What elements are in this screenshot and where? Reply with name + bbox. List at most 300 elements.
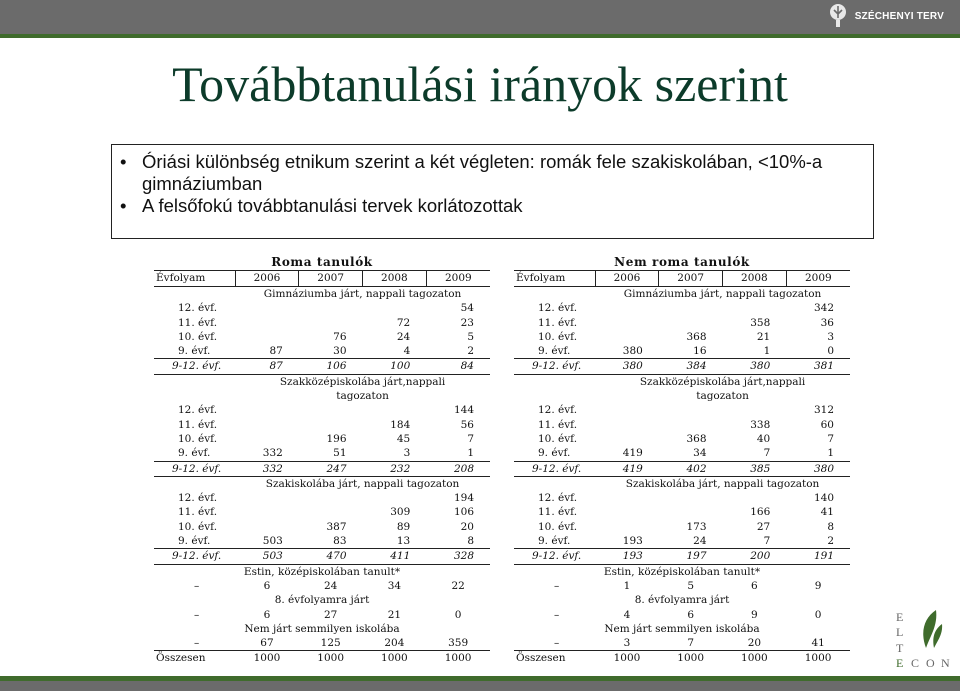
bullet-box bbox=[111, 144, 874, 239]
elte-econ-logo bbox=[892, 608, 952, 674]
logo-letter: N bbox=[941, 656, 951, 670]
table-row bbox=[514, 403, 850, 417]
table-cell: 208 bbox=[426, 461, 490, 476]
table-cell: 1000 bbox=[299, 651, 363, 666]
table-row bbox=[514, 432, 850, 446]
table-cell: 200 bbox=[723, 549, 787, 564]
logo-letter: T bbox=[896, 641, 905, 655]
table-cell: 20 bbox=[747, 637, 762, 650]
table-cell: 173 bbox=[686, 520, 707, 533]
table-cell bbox=[299, 403, 363, 417]
table-cell: 16 bbox=[693, 345, 707, 358]
table-cell: 411 bbox=[363, 549, 427, 564]
table-row bbox=[154, 651, 490, 666]
table-row bbox=[154, 432, 490, 446]
table-cell bbox=[659, 316, 723, 330]
table-cell bbox=[299, 418, 363, 432]
table-cell: 503 bbox=[235, 549, 299, 564]
table-cell: 84 bbox=[426, 359, 490, 374]
table-cell: 368 bbox=[686, 330, 707, 343]
logo-letter: E bbox=[896, 610, 905, 624]
table-cell: 380 bbox=[622, 345, 643, 358]
table-cell: 11. évf. bbox=[178, 316, 218, 329]
table-cell: Összesen bbox=[514, 651, 595, 666]
table-cell: 34 bbox=[387, 579, 402, 592]
table-cell: 2 bbox=[467, 345, 474, 358]
table-row bbox=[154, 491, 490, 505]
table-cell: 56 bbox=[460, 418, 474, 431]
table-cell: 11. évf. bbox=[538, 316, 578, 329]
table-row bbox=[514, 564, 850, 579]
table-row bbox=[514, 271, 850, 287]
table-row bbox=[514, 446, 850, 461]
table-cell: 11. évf. bbox=[538, 506, 578, 519]
table-cell: 76 bbox=[333, 330, 347, 343]
table-cell: 30 bbox=[333, 345, 347, 358]
table-cell: 72 bbox=[396, 316, 411, 329]
table-cell: 9. évf. bbox=[538, 535, 571, 548]
table-cell: 247 bbox=[299, 461, 363, 476]
table-cell: 89 bbox=[396, 520, 411, 533]
logo-letter: L bbox=[896, 625, 905, 639]
table-cell: 10. évf. bbox=[538, 432, 578, 445]
table-row bbox=[154, 505, 490, 519]
table-cell bbox=[363, 491, 427, 505]
table-row bbox=[514, 593, 850, 607]
bullet-text: Óriási különbség etnikum szerint a két végleten: romák fele szakiskolában, <10%-a gimnáziumban bbox=[142, 151, 823, 194]
table-row bbox=[154, 316, 490, 330]
table-cell: 8 bbox=[827, 520, 834, 533]
table-cell: 7 bbox=[827, 432, 834, 445]
table-cell: 387 bbox=[326, 520, 347, 533]
bullet-dot-icon: • bbox=[120, 151, 127, 172]
table-cell: 12. évf. bbox=[178, 302, 218, 315]
table-row bbox=[154, 271, 490, 287]
table-cell bbox=[723, 301, 787, 315]
table-row bbox=[154, 301, 490, 315]
table-cell: 1 bbox=[467, 447, 474, 460]
bullet-dot-icon: • bbox=[120, 195, 127, 216]
table-cell: 22 bbox=[451, 579, 465, 592]
table-cell: – bbox=[194, 637, 200, 650]
table-cell: 12. évf. bbox=[538, 404, 578, 417]
bullet-text: A felsőfokú továbbtanulási tervek korlátozottak bbox=[142, 195, 523, 216]
table-cell: 309 bbox=[390, 506, 411, 519]
table-cell: 106 bbox=[453, 506, 474, 519]
table-cell: 204 bbox=[384, 637, 405, 650]
table-cell: 140 bbox=[813, 492, 834, 505]
table-title: Nem roma tanulók bbox=[614, 255, 750, 269]
table-row bbox=[514, 579, 850, 593]
data-table bbox=[154, 270, 490, 666]
table-cell: 27 bbox=[756, 520, 771, 533]
table-row bbox=[514, 301, 850, 315]
table-cell: 1 bbox=[623, 579, 631, 592]
table-cell: 83 bbox=[333, 535, 347, 548]
table-cell: 6 bbox=[263, 608, 271, 621]
table-cell: tagozaton bbox=[336, 390, 389, 403]
table-cell: 2006 bbox=[235, 271, 299, 287]
table-row bbox=[514, 608, 850, 622]
table-cell bbox=[595, 432, 659, 446]
table-row bbox=[154, 403, 490, 417]
table-row bbox=[154, 534, 490, 549]
table-cell: 381 bbox=[786, 359, 850, 374]
table-cell: – bbox=[554, 579, 560, 592]
table-cell: Gimnáziumba járt, nappali tagozaton bbox=[263, 288, 462, 300]
table-cell: 470 bbox=[299, 549, 363, 564]
table-cell: 21 bbox=[756, 330, 771, 343]
table-row bbox=[514, 418, 850, 432]
table-cell bbox=[235, 301, 299, 315]
table-cell: 2007 bbox=[659, 271, 723, 287]
table-cell: 9 bbox=[751, 608, 758, 621]
table-cell bbox=[299, 301, 363, 315]
table-cell: 2008 bbox=[363, 271, 427, 287]
table-cell: 9-12. évf. bbox=[514, 549, 595, 564]
table-row bbox=[514, 287, 850, 302]
table-cell: Nem járt semmilyen iskolába bbox=[244, 622, 400, 635]
table-cell: 8. évfolyamra járt bbox=[634, 594, 730, 607]
table-row bbox=[154, 564, 490, 579]
table-cell: 193 bbox=[622, 535, 643, 548]
table-cell: 10. évf. bbox=[178, 520, 218, 533]
table-cell: 7 bbox=[467, 432, 474, 445]
table-cell bbox=[595, 316, 659, 330]
table-cell bbox=[299, 491, 363, 505]
table-cell bbox=[595, 403, 659, 417]
table-cell: 9. évf. bbox=[178, 535, 211, 548]
table-cell: 332 bbox=[235, 461, 299, 476]
table-cell: 60 bbox=[820, 418, 834, 431]
table-cell bbox=[514, 374, 595, 389]
table-cell bbox=[235, 403, 299, 417]
table-cell: 9-12. évf. bbox=[154, 461, 235, 476]
table-cell: 0 bbox=[827, 345, 834, 358]
table-row bbox=[154, 593, 490, 607]
table-cell: 11. évf. bbox=[178, 506, 218, 519]
table-cell: 332 bbox=[262, 447, 283, 460]
table-cell: 9. évf. bbox=[178, 345, 211, 358]
table-cell bbox=[235, 432, 299, 446]
table-cell: 12. évf. bbox=[178, 404, 218, 417]
table-cell: – bbox=[194, 579, 200, 592]
table-cell: 45 bbox=[396, 432, 411, 445]
leaf-icon bbox=[916, 608, 944, 652]
top-accent-line bbox=[0, 34, 960, 38]
table-cell bbox=[595, 520, 659, 534]
table-row bbox=[514, 534, 850, 549]
table-cell: 1000 bbox=[426, 651, 490, 666]
table-cell: 67 bbox=[260, 637, 274, 650]
table-cell: Szakiskolába járt, nappali tagozaton bbox=[265, 477, 460, 490]
table-cell: 196 bbox=[326, 432, 347, 445]
table-cell: 312 bbox=[813, 404, 834, 417]
table-cell: 144 bbox=[453, 404, 474, 417]
table-cell: Évfolyam bbox=[154, 271, 235, 287]
table-cell: 166 bbox=[750, 506, 771, 519]
table-row bbox=[514, 549, 850, 564]
table-cell: 1000 bbox=[786, 651, 850, 666]
table-cell bbox=[659, 418, 723, 432]
table-cell bbox=[299, 505, 363, 519]
table-row bbox=[154, 579, 490, 593]
table-cell: 7 bbox=[763, 535, 771, 548]
table-cell bbox=[154, 476, 235, 491]
table-cell: 2008 bbox=[723, 271, 787, 287]
table-cell: 359 bbox=[448, 637, 469, 650]
table-cell: Estin, középiskolában tanult* bbox=[603, 565, 761, 578]
table-cell: 12. évf. bbox=[538, 492, 578, 505]
table-cell: 9. évf. bbox=[538, 447, 571, 460]
table-cell bbox=[235, 418, 299, 432]
table-cell: 380 bbox=[723, 359, 787, 374]
table-cell bbox=[595, 301, 659, 315]
table-row bbox=[154, 389, 490, 403]
table-cell bbox=[595, 418, 659, 432]
table-cell: Estin, középiskolában tanult* bbox=[243, 565, 401, 578]
table-cell: 21 bbox=[387, 608, 402, 621]
table-cell: 402 bbox=[659, 461, 723, 476]
table-row bbox=[514, 520, 850, 534]
logo-letter: O bbox=[926, 656, 936, 670]
table-cell: 54 bbox=[460, 302, 474, 315]
table-row bbox=[514, 374, 850, 389]
non-roma-table bbox=[514, 254, 850, 668]
table-cell: 184 bbox=[390, 418, 411, 431]
table-cell: 34 bbox=[693, 447, 707, 460]
table-cell bbox=[723, 491, 787, 505]
table-row bbox=[514, 622, 850, 636]
table-row bbox=[514, 476, 850, 491]
table-cell: 24 bbox=[693, 535, 707, 548]
data-table bbox=[514, 270, 850, 666]
table-row bbox=[514, 636, 850, 651]
table-row bbox=[154, 359, 490, 374]
table-cell: 20 bbox=[460, 520, 474, 533]
table-cell: Nem járt semmilyen iskolába bbox=[604, 622, 760, 635]
table-cell: 0 bbox=[454, 608, 462, 621]
table-row bbox=[514, 330, 850, 344]
table-cell: 11. évf. bbox=[178, 418, 218, 431]
table-cell: 7 bbox=[687, 637, 695, 650]
table-cell: 4 bbox=[623, 608, 631, 621]
table-cell: 87 bbox=[235, 359, 299, 374]
table-row bbox=[154, 330, 490, 344]
table-cell bbox=[659, 505, 723, 519]
table-cell: 23 bbox=[460, 316, 474, 329]
table-cell: 191 bbox=[786, 549, 850, 564]
table-cell: 7 bbox=[763, 447, 771, 460]
table-row bbox=[154, 549, 490, 564]
table-cell: 3 bbox=[403, 447, 411, 460]
table-cell bbox=[235, 330, 299, 344]
table-cell: 12. évf. bbox=[178, 492, 218, 505]
table-row bbox=[154, 446, 490, 461]
table-cell: 2009 bbox=[786, 271, 850, 287]
table-cell: 125 bbox=[320, 637, 341, 650]
table-cell: 5 bbox=[467, 330, 474, 343]
table-row bbox=[154, 344, 490, 359]
table-cell: – bbox=[554, 608, 560, 621]
table-row bbox=[154, 476, 490, 491]
table-cell: – bbox=[194, 608, 200, 621]
table-cell bbox=[514, 389, 595, 403]
table-cell: 9-12. évf. bbox=[154, 359, 235, 374]
table-cell: 384 bbox=[659, 359, 723, 374]
table-row bbox=[154, 374, 490, 389]
table-cell: 9-12. évf. bbox=[514, 359, 595, 374]
table-cell: 2 bbox=[827, 535, 834, 548]
table-cell: 8 bbox=[467, 535, 474, 548]
table-row bbox=[154, 461, 490, 476]
table-cell bbox=[363, 301, 427, 315]
table-cell bbox=[659, 403, 723, 417]
table-cell: 11. évf. bbox=[538, 418, 578, 431]
table-cell: 3 bbox=[623, 637, 631, 650]
logo-letter: C bbox=[911, 656, 921, 670]
table-row bbox=[154, 418, 490, 432]
table-cell: Évfolyam bbox=[514, 271, 595, 287]
table-cell bbox=[514, 476, 595, 491]
table-cell: 338 bbox=[750, 418, 771, 431]
table-cell: 13 bbox=[396, 535, 411, 548]
table-cell: 193 bbox=[595, 549, 659, 564]
table-cell: Szakközépiskolába járt,nappali bbox=[639, 375, 806, 388]
bottom-bar bbox=[0, 681, 960, 691]
brand-label: SZÉCHENYI TERV bbox=[854, 10, 944, 22]
table-cell: 6 bbox=[751, 579, 758, 592]
table-cell: 1000 bbox=[659, 651, 723, 666]
table-cell bbox=[723, 403, 787, 417]
table-cell: 1000 bbox=[363, 651, 427, 666]
table-cell: 6 bbox=[687, 608, 695, 621]
table-cell: 41 bbox=[820, 506, 834, 519]
szechenyi-emblem-icon bbox=[827, 3, 849, 29]
table-cell: 342 bbox=[813, 302, 834, 315]
table-row bbox=[154, 520, 490, 534]
table-cell bbox=[595, 491, 659, 505]
slide-title: Továbbtanulási irányok szerint bbox=[172, 56, 788, 112]
table-cell: 1 bbox=[827, 447, 834, 460]
table-cell bbox=[154, 287, 235, 302]
table-cell: – bbox=[554, 637, 560, 650]
table-cell: 194 bbox=[453, 492, 474, 505]
table-row bbox=[514, 651, 850, 666]
table-cell: 2006 bbox=[595, 271, 659, 287]
table-cell bbox=[235, 520, 299, 534]
table-cell: 10. évf. bbox=[178, 330, 218, 343]
bullet-item bbox=[120, 195, 863, 217]
table-cell: 8. évfolyamra járt bbox=[274, 594, 370, 607]
table-cell: 10. évf. bbox=[538, 520, 578, 533]
table-row bbox=[514, 359, 850, 374]
table-cell: 9 bbox=[814, 579, 822, 592]
table-cell bbox=[514, 287, 595, 302]
table-cell: 24 bbox=[323, 579, 338, 592]
table-cell bbox=[235, 505, 299, 519]
table-cell bbox=[595, 330, 659, 344]
table-cell bbox=[235, 491, 299, 505]
table-cell: tagozaton bbox=[696, 390, 749, 403]
table-cell: 380 bbox=[595, 359, 659, 374]
table-cell: 385 bbox=[723, 461, 787, 476]
szechenyi-logo bbox=[827, 2, 944, 30]
table-cell: 27 bbox=[323, 608, 338, 621]
table-cell: 36 bbox=[820, 316, 834, 329]
table-cell: 358 bbox=[750, 316, 771, 329]
table-cell: 6 bbox=[263, 579, 271, 592]
table-cell bbox=[659, 491, 723, 505]
table-cell: 40 bbox=[756, 432, 771, 445]
table-cell: 380 bbox=[786, 461, 850, 476]
top-bar bbox=[0, 0, 960, 34]
table-cell: 9-12. évf. bbox=[154, 549, 235, 564]
table-cell bbox=[235, 316, 299, 330]
table-cell: 368 bbox=[686, 432, 707, 445]
table-cell: 4 bbox=[403, 345, 411, 358]
table-row bbox=[514, 505, 850, 519]
table-row bbox=[154, 608, 490, 622]
table-cell: 51 bbox=[333, 447, 347, 460]
table-cell: 0 bbox=[814, 608, 822, 621]
table-cell: 100 bbox=[363, 359, 427, 374]
table-cell: 10. évf. bbox=[538, 330, 578, 343]
table-cell: 10. évf. bbox=[178, 432, 218, 445]
table-cell bbox=[154, 389, 235, 403]
table-cell: Szakiskolába járt, nappali tagozaton bbox=[625, 477, 820, 490]
table-title: Roma tanulók bbox=[271, 255, 373, 269]
table-row bbox=[154, 636, 490, 651]
table-cell: 232 bbox=[363, 461, 427, 476]
table-cell: 106 bbox=[299, 359, 363, 374]
table-row bbox=[514, 344, 850, 359]
table-row bbox=[154, 622, 490, 636]
table-row bbox=[514, 389, 850, 403]
table-cell: 419 bbox=[622, 447, 643, 460]
table-cell: 24 bbox=[396, 330, 411, 343]
table-cell bbox=[154, 374, 235, 389]
table-row bbox=[514, 316, 850, 330]
table-cell: 419 bbox=[595, 461, 659, 476]
table-cell bbox=[363, 403, 427, 417]
table-cell: 2007 bbox=[299, 271, 363, 287]
roma-table bbox=[154, 254, 490, 668]
logo-letter: E bbox=[896, 656, 905, 670]
table-cell bbox=[659, 301, 723, 315]
table-cell: 197 bbox=[659, 549, 723, 564]
table-cell: 1 bbox=[763, 345, 771, 358]
table-cell: 9-12. évf. bbox=[514, 461, 595, 476]
table-cell: 12. évf. bbox=[538, 302, 578, 315]
table-cell bbox=[595, 505, 659, 519]
table-cell: 9. évf. bbox=[178, 447, 211, 460]
table-row bbox=[154, 287, 490, 302]
table-cell: 9. évf. bbox=[538, 345, 571, 358]
table-cell bbox=[299, 316, 363, 330]
table-row bbox=[514, 461, 850, 476]
table-cell: Összesen bbox=[154, 651, 235, 666]
table-cell: Gimnáziumba járt, nappali tagozaton bbox=[623, 288, 822, 300]
bullet-item bbox=[120, 151, 863, 195]
table-cell: 87 bbox=[269, 345, 283, 358]
table-cell: 328 bbox=[426, 549, 490, 564]
table-cell: 41 bbox=[811, 637, 825, 650]
table-cell: 3 bbox=[827, 330, 834, 343]
table-cell: 1000 bbox=[723, 651, 787, 666]
table-cell: 1000 bbox=[595, 651, 659, 666]
table-cell: 503 bbox=[262, 535, 283, 548]
